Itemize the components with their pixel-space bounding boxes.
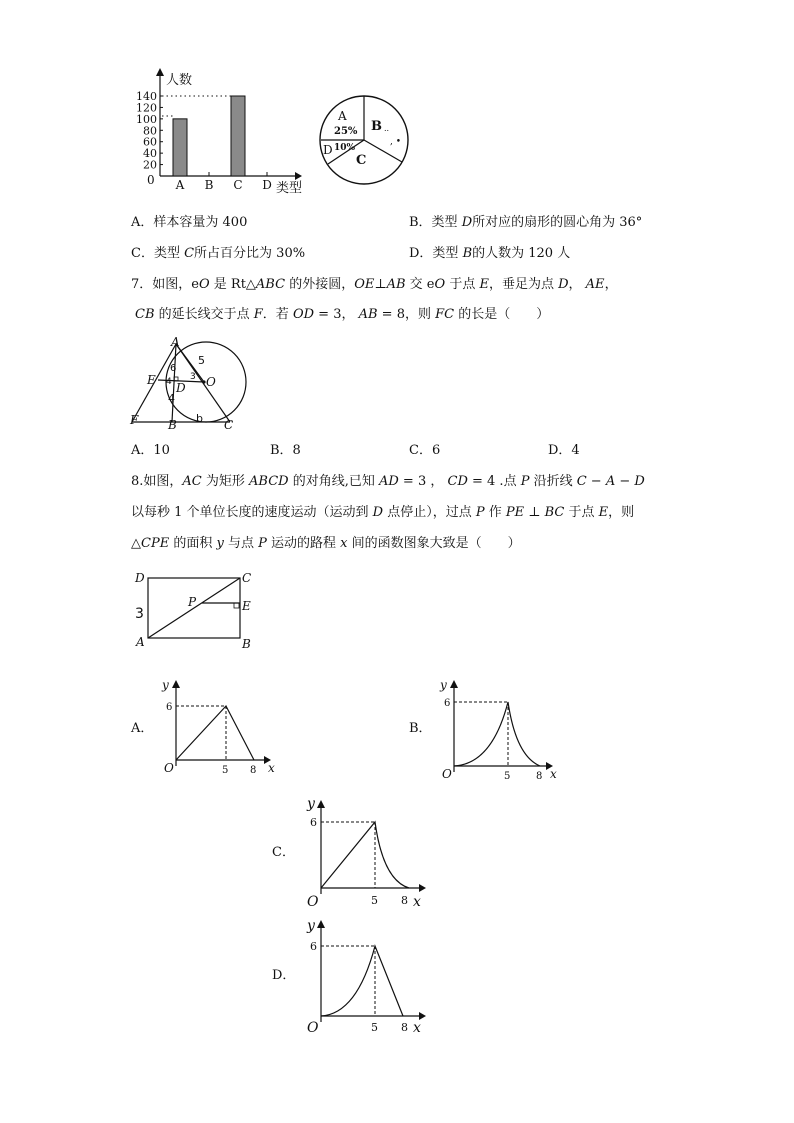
t: D bbox=[634, 474, 645, 489]
x-label: x bbox=[550, 767, 557, 780]
t: D bbox=[558, 277, 569, 292]
origin: O bbox=[307, 1020, 319, 1036]
q8-stem-line2 bbox=[131, 503, 634, 522]
q8-option-a[interactable]: A． bbox=[131, 721, 154, 736]
x-label: x bbox=[413, 894, 421, 910]
hand-4: 4 bbox=[168, 392, 175, 405]
x-arrow bbox=[419, 1012, 426, 1020]
origin: O bbox=[307, 894, 319, 910]
q6-option-b[interactable] bbox=[409, 213, 642, 232]
y-arrow bbox=[317, 920, 325, 928]
q6-option-d-prefix: D．类型 bbox=[409, 246, 463, 261]
q6-option-a-text: A．样本容量为 bbox=[131, 215, 223, 230]
t: = 4 .点 bbox=[467, 474, 521, 489]
t: E bbox=[479, 277, 489, 292]
function-curve bbox=[176, 706, 254, 760]
q6-option-b-var: D bbox=[461, 215, 473, 230]
q6-option-d[interactable] bbox=[409, 244, 570, 263]
category-label: B bbox=[204, 178, 214, 192]
q7-option-c[interactable]: C．6 bbox=[409, 443, 441, 458]
t: F bbox=[253, 307, 263, 322]
x-label: x bbox=[268, 761, 275, 775]
t: OE bbox=[354, 277, 375, 292]
tick-5: 5 bbox=[371, 894, 378, 907]
tick-8: 8 bbox=[401, 1021, 408, 1034]
t: A bbox=[605, 474, 616, 489]
q8-option-d[interactable]: D． bbox=[272, 968, 296, 983]
tick-5: 5 bbox=[504, 771, 511, 780]
t: D bbox=[372, 505, 384, 520]
y-label: y bbox=[307, 918, 315, 934]
y-tick-label: 40 bbox=[143, 147, 157, 161]
q6-option-a[interactable] bbox=[131, 213, 247, 232]
t: 8.如图， bbox=[131, 474, 183, 489]
t: 以每秒 1 个单位长度的速度运动（运动到 bbox=[131, 505, 373, 520]
q7-option-b[interactable]: B．8 bbox=[270, 443, 301, 458]
t: 间的函数图象大致是（ ） bbox=[347, 536, 521, 551]
hand-5: 5 bbox=[198, 354, 205, 367]
label-p: P bbox=[188, 595, 197, 609]
label-a: A bbox=[171, 336, 180, 349]
t: P bbox=[520, 474, 530, 489]
t: CD bbox=[447, 474, 468, 489]
t: 作 bbox=[484, 505, 506, 520]
q8-rectangle-figure bbox=[132, 566, 262, 656]
t: P bbox=[258, 536, 267, 551]
label-c: C bbox=[224, 418, 234, 432]
t: FC bbox=[435, 307, 455, 322]
q7-stem-line1 bbox=[131, 275, 618, 294]
function-curve bbox=[321, 822, 409, 888]
t: 的延长线交于点 bbox=[154, 307, 254, 322]
t: y bbox=[216, 536, 224, 551]
t: 的外接圆， bbox=[285, 277, 355, 292]
label-d: D bbox=[135, 571, 145, 585]
tick-6: 6 bbox=[166, 702, 173, 713]
t: ⊥ bbox=[524, 505, 545, 520]
q6-option-c-var: C bbox=[184, 246, 195, 261]
t: 点停止），过点 bbox=[383, 505, 476, 520]
q8-graph-c bbox=[297, 794, 431, 912]
q6-option-d-suffix: 的人数为 120 人 bbox=[472, 246, 571, 261]
t: ， bbox=[568, 277, 586, 292]
label-e: E bbox=[242, 599, 251, 613]
t: ，垂足为点 bbox=[488, 277, 559, 292]
t: AB bbox=[386, 277, 406, 292]
hand-4b: 4 bbox=[166, 377, 172, 387]
hand-3: 3 bbox=[190, 372, 196, 382]
t: 的对角线,已知 bbox=[288, 474, 379, 489]
y-label: y bbox=[307, 796, 315, 812]
pie-slice-b-dots: .. bbox=[384, 124, 390, 133]
q6-option-b-prefix: B．类型 bbox=[409, 215, 462, 230]
function-curve bbox=[454, 702, 540, 766]
origin: O bbox=[164, 761, 174, 775]
t: 为矩形 bbox=[201, 474, 250, 489]
t: x bbox=[340, 536, 348, 551]
tick-6: 6 bbox=[310, 940, 317, 953]
t: AC bbox=[182, 474, 202, 489]
t: AD bbox=[378, 474, 399, 489]
y-label: y bbox=[440, 678, 447, 692]
t: P bbox=[475, 505, 485, 520]
t: 的面积 bbox=[169, 536, 217, 551]
t: ， bbox=[604, 277, 618, 292]
t: = 3， bbox=[314, 307, 359, 322]
pie-slice-b: B bbox=[371, 119, 382, 134]
t: ．若 bbox=[262, 307, 293, 322]
x-arrow bbox=[419, 884, 426, 892]
t: 运动的路程 bbox=[266, 536, 341, 551]
category-label: A bbox=[175, 178, 185, 192]
y-arrow bbox=[450, 680, 458, 688]
hand-b: b bbox=[196, 412, 203, 425]
q7-option-a[interactable]: A．10 bbox=[131, 443, 170, 458]
tick-6: 6 bbox=[444, 698, 451, 709]
hand-3: 3 bbox=[135, 606, 144, 622]
t: AE bbox=[585, 277, 605, 292]
q6-option-d-var: B bbox=[462, 246, 473, 261]
q8-option-b[interactable]: B． bbox=[409, 721, 432, 736]
y-axis-arrow bbox=[156, 68, 164, 76]
y-axis-label: 人数 bbox=[166, 73, 193, 88]
y-arrow bbox=[172, 680, 180, 688]
t: = 3 ， bbox=[398, 474, 448, 489]
t: ABCD bbox=[249, 474, 289, 489]
t: 与点 bbox=[223, 536, 259, 551]
bar-a bbox=[173, 119, 187, 176]
q6-option-c-prefix: C．类型 bbox=[131, 246, 185, 261]
label-a: A bbox=[136, 635, 145, 649]
pie-slice-d: D bbox=[323, 143, 333, 157]
pie-slice-d-value: 10% bbox=[334, 143, 356, 153]
tick-8: 8 bbox=[536, 771, 543, 780]
t: − bbox=[615, 474, 635, 489]
q6-option-c[interactable] bbox=[131, 244, 305, 263]
origin-label: 0 bbox=[147, 173, 155, 187]
x-axis-label: 类型 bbox=[276, 181, 303, 196]
label-b: B bbox=[242, 637, 251, 651]
t: ，则 bbox=[608, 505, 635, 520]
label-c: C bbox=[242, 571, 252, 585]
q7-circle-figure bbox=[128, 336, 258, 432]
right-angle-mark bbox=[234, 603, 239, 608]
q8-stem-line3 bbox=[131, 534, 521, 553]
q8-option-c[interactable]: C． bbox=[272, 845, 295, 860]
q7-option-d[interactable]: D．4 bbox=[548, 443, 580, 458]
bar-c bbox=[231, 96, 245, 176]
t: O bbox=[198, 277, 210, 292]
t: ⊥ bbox=[374, 277, 387, 292]
tick-5: 5 bbox=[371, 1021, 378, 1034]
q7-stem-line2 bbox=[135, 305, 549, 324]
tick-8: 8 bbox=[250, 765, 257, 776]
t: O bbox=[434, 277, 446, 292]
label-o: O bbox=[206, 375, 216, 389]
q8-graph-b bbox=[436, 676, 560, 780]
y-tick-label: 140 bbox=[136, 90, 157, 103]
pie-slice-a: A bbox=[338, 109, 347, 123]
y-tick-label: 100 bbox=[136, 112, 157, 126]
pie-slice-a-value: 25% bbox=[334, 126, 358, 137]
t: △ bbox=[131, 536, 141, 551]
tick-6: 6 bbox=[310, 816, 317, 829]
t: C bbox=[576, 474, 587, 489]
t: OD bbox=[292, 307, 315, 322]
t: − bbox=[586, 474, 606, 489]
tick-5: 5 bbox=[222, 765, 229, 776]
label-e: E bbox=[147, 373, 156, 387]
t: 于点 bbox=[445, 277, 480, 292]
t: CPE bbox=[141, 536, 170, 551]
tick-8: 8 bbox=[401, 894, 408, 907]
bar-chart bbox=[130, 66, 310, 196]
label-d: D bbox=[176, 381, 186, 395]
function-curve bbox=[321, 946, 403, 1016]
t: ABC bbox=[255, 277, 286, 292]
q8-stem-line1 bbox=[131, 472, 645, 491]
t: BC bbox=[544, 505, 565, 520]
y-label: y bbox=[162, 678, 169, 692]
hand-6: 6 bbox=[170, 363, 177, 374]
category-label: D bbox=[262, 178, 272, 192]
t: 是 Rt△ bbox=[209, 277, 256, 292]
t: = 8，则 bbox=[377, 307, 436, 322]
y-tick-label: 120 bbox=[136, 101, 157, 115]
q6-option-b-suffix: 所对应的扇形的圆心角为 36° bbox=[472, 215, 643, 230]
t: 于点 bbox=[564, 505, 599, 520]
x-axis-arrow bbox=[295, 172, 302, 180]
q8-graph-d bbox=[297, 914, 431, 1036]
t: 的长是（ ） bbox=[454, 307, 550, 322]
y-tick-label: 60 bbox=[143, 135, 157, 149]
t: PE bbox=[505, 505, 525, 520]
label-f: F bbox=[130, 413, 139, 427]
category-label: C bbox=[233, 178, 243, 192]
label-b: B bbox=[168, 418, 177, 432]
q6-option-c-suffix: 所占百分比为 30% bbox=[194, 246, 306, 261]
origin: O bbox=[442, 767, 452, 780]
pie-slice-c: C bbox=[356, 153, 367, 168]
t: 沿折线 bbox=[529, 474, 577, 489]
y-tick-label: 80 bbox=[143, 124, 157, 138]
t: E bbox=[598, 505, 609, 520]
x-label: x bbox=[413, 1020, 421, 1036]
t: CB bbox=[135, 307, 155, 322]
y-arrow bbox=[317, 800, 325, 808]
pie-chart bbox=[318, 94, 410, 186]
q8-graph-a bbox=[158, 676, 278, 776]
t: 7．如图，e bbox=[131, 277, 199, 292]
t: 交 e bbox=[405, 277, 435, 292]
q6-option-a-value: 400 bbox=[222, 215, 248, 230]
t: AB bbox=[358, 307, 378, 322]
y-tick-label: 20 bbox=[143, 158, 157, 172]
pie-slice-b-marks: , • bbox=[390, 137, 402, 147]
